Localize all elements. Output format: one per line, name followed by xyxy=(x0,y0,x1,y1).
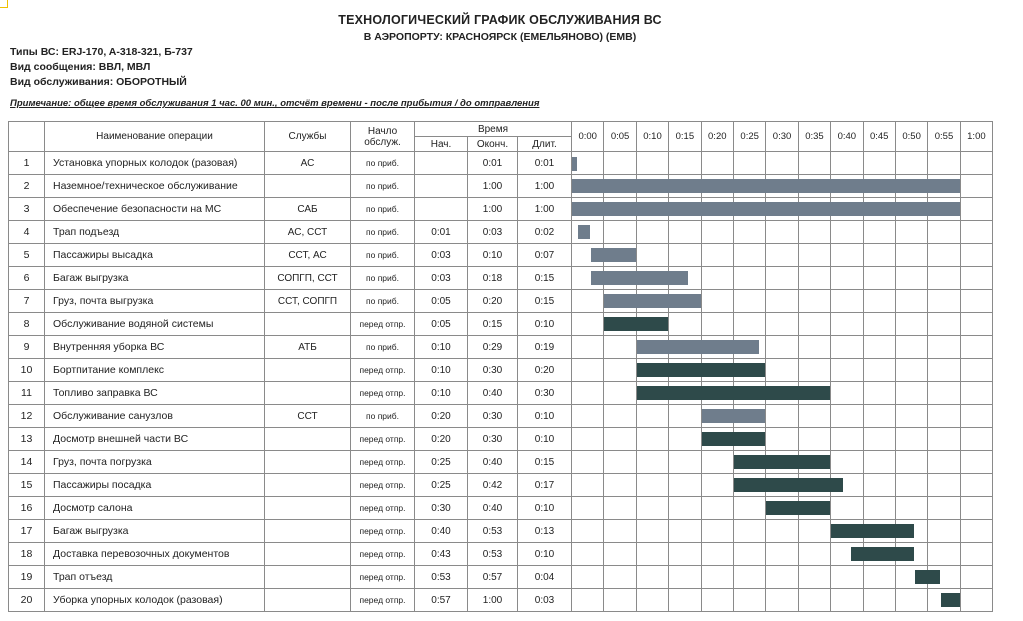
header-num xyxy=(9,122,45,152)
time-duration: 0:10 xyxy=(518,497,572,520)
service-start: по приб. xyxy=(351,405,415,428)
time-end: 0:20 xyxy=(468,290,518,313)
gantt-bar xyxy=(572,202,960,216)
time-end: 0:01 xyxy=(468,152,518,175)
gantt-bar xyxy=(604,317,668,331)
header-service-start xyxy=(351,122,415,152)
gantt-bar xyxy=(591,248,635,262)
service-start: по приб. xyxy=(351,267,415,290)
time-end: 0:30 xyxy=(468,359,518,382)
header-duration: Длит. xyxy=(518,137,572,152)
gantt-bar xyxy=(637,363,766,377)
time-end: 0:10 xyxy=(468,244,518,267)
tick-label: 0:45 xyxy=(863,122,895,152)
gantt-chart xyxy=(571,152,992,611)
time-duration: 0:15 xyxy=(518,267,572,290)
operation-name: Груз, почта выгрузка xyxy=(45,290,265,313)
service-start: по приб. xyxy=(351,175,415,198)
operation-services: СОПГП, ССТ xyxy=(265,267,351,290)
service-start: перед отпр. xyxy=(351,474,415,497)
time-duration: 0:30 xyxy=(518,382,572,405)
time-duration: 0:02 xyxy=(518,221,572,244)
operation-name: Внутренняя уборка ВС xyxy=(45,336,265,359)
operation-services: АС xyxy=(265,152,351,175)
tick-label: 0:40 xyxy=(831,122,863,152)
gantt-bar xyxy=(941,593,959,607)
gantt-bar xyxy=(734,455,830,469)
operation-services xyxy=(265,382,351,405)
row-number: 4 xyxy=(9,221,45,244)
page-subtitle: В АЭРОПОРТУ: КРАСНОЯРСК (ЕМЕЛЬЯНОВО) (ЕМВ) xyxy=(363,31,637,43)
gantt-bar xyxy=(591,271,687,285)
row-number: 10 xyxy=(9,359,45,382)
row-number: 15 xyxy=(9,474,45,497)
operation-name: Обеспечение безопасности на МС xyxy=(45,198,265,221)
operation-services: ССТ, АС xyxy=(265,244,351,267)
operation-services xyxy=(265,313,351,336)
time-begin: 0:01 xyxy=(415,221,468,244)
aircraft-types: Типы ВС: ERJ-170, A-318-321, Б-737 xyxy=(10,46,193,58)
gantt-bar xyxy=(637,386,830,400)
time-end: 0:30 xyxy=(468,405,518,428)
gantt-bar xyxy=(766,501,830,515)
time-begin: 0:03 xyxy=(415,244,468,267)
time-end: 0:30 xyxy=(468,428,518,451)
time-begin: 0:05 xyxy=(415,313,468,336)
service-type: Вид обслуживания: ОБОРОТНЫЙ xyxy=(10,76,187,88)
service-start: по приб. xyxy=(351,244,415,267)
time-duration: 0:19 xyxy=(518,336,572,359)
operation-services xyxy=(265,543,351,566)
time-duration: 0:04 xyxy=(518,566,572,589)
tick-label: 0:30 xyxy=(766,122,798,152)
time-duration: 1:00 xyxy=(518,175,572,198)
flight-type: Вид сообщения: ВВЛ, МВЛ xyxy=(10,61,151,73)
time-end: 0:18 xyxy=(468,267,518,290)
gantt-bar xyxy=(637,340,759,354)
service-start: по приб. xyxy=(351,290,415,313)
time-begin xyxy=(415,175,468,198)
operation-services: САБ xyxy=(265,198,351,221)
time-end: 0:15 xyxy=(468,313,518,336)
row-number: 8 xyxy=(9,313,45,336)
time-end: 1:00 xyxy=(468,175,518,198)
time-end: 1:00 xyxy=(468,198,518,221)
time-begin: 0:20 xyxy=(415,428,468,451)
service-start: перед отпр. xyxy=(351,520,415,543)
service-start: по приб. xyxy=(351,221,415,244)
time-begin: 0:25 xyxy=(415,474,468,497)
operation-name: Наземное/техническое обслуживание xyxy=(45,175,265,198)
corner-marker xyxy=(0,0,8,8)
operation-services xyxy=(265,359,351,382)
header-time: Время xyxy=(415,122,572,137)
gantt-bar xyxy=(734,478,843,492)
gantt-bar xyxy=(851,547,915,561)
operation-services: АТБ xyxy=(265,336,351,359)
time-end: 0:42 xyxy=(468,474,518,497)
time-duration: 0:15 xyxy=(518,451,572,474)
service-start: перед отпр. xyxy=(351,359,415,382)
service-start: по приб. xyxy=(351,152,415,175)
time-end: 0:03 xyxy=(468,221,518,244)
time-duration: 0:15 xyxy=(518,290,572,313)
operation-services: ССТ, СОПГП xyxy=(265,290,351,313)
service-start: перед отпр. xyxy=(351,543,415,566)
time-end: 0:53 xyxy=(468,543,518,566)
row-number: 6 xyxy=(9,267,45,290)
gantt-bar xyxy=(702,432,766,446)
time-duration: 0:10 xyxy=(518,543,572,566)
gantt-bar xyxy=(831,524,914,538)
operation-services xyxy=(265,175,351,198)
time-duration: 0:17 xyxy=(518,474,572,497)
header-services: Службы xyxy=(265,122,351,152)
time-duration: 0:01 xyxy=(518,152,572,175)
page-title: ТЕХНОЛОГИЧЕСКИЙ ГРАФИК ОБСЛУЖИВАНИЯ ВС xyxy=(338,13,662,27)
tick-label: 0:35 xyxy=(798,122,830,152)
header-operation-name: Наименование операции xyxy=(45,122,265,152)
operation-services xyxy=(265,474,351,497)
time-end: 0:53 xyxy=(468,520,518,543)
row-number: 13 xyxy=(9,428,45,451)
operation-services: ССТ xyxy=(265,405,351,428)
service-start: по приб. xyxy=(351,198,415,221)
tick-label: 0:00 xyxy=(572,122,604,152)
time-begin: 0:43 xyxy=(415,543,468,566)
tick-label: 0:25 xyxy=(733,122,765,152)
operation-services xyxy=(265,566,351,589)
operation-name: Багаж выгрузка xyxy=(45,267,265,290)
time-end: 0:29 xyxy=(468,336,518,359)
tick-label: 0:05 xyxy=(604,122,636,152)
operation-name: Досмотр салона xyxy=(45,497,265,520)
gantt-bar xyxy=(572,179,960,193)
header-service-start-line1: Начло xyxy=(367,125,398,137)
time-end: 0:57 xyxy=(468,566,518,589)
time-begin: 0:05 xyxy=(415,290,468,313)
time-begin: 0:30 xyxy=(415,497,468,520)
row-number: 14 xyxy=(9,451,45,474)
time-duration: 0:13 xyxy=(518,520,572,543)
operation-name: Груз, почта погрузка xyxy=(45,451,265,474)
time-begin: 0:53 xyxy=(415,566,468,589)
time-end: 0:40 xyxy=(468,497,518,520)
time-begin: 0:25 xyxy=(415,451,468,474)
tick-label: 0:50 xyxy=(895,122,927,152)
operation-name: Доставка перевозочных документов xyxy=(45,543,265,566)
gantt-bar xyxy=(915,570,940,584)
operation-services xyxy=(265,589,351,612)
time-duration: 0:10 xyxy=(518,428,572,451)
tick-label: 1:00 xyxy=(960,122,992,152)
time-duration: 0:10 xyxy=(518,313,572,336)
time-end: 1:00 xyxy=(468,589,518,612)
time-duration: 0:10 xyxy=(518,405,572,428)
service-start: перед отпр. xyxy=(351,428,415,451)
gantt-bar xyxy=(578,225,590,239)
operation-name: Топливо заправка ВС xyxy=(45,382,265,405)
row-number: 2 xyxy=(9,175,45,198)
row-number: 16 xyxy=(9,497,45,520)
tick-label: 0:15 xyxy=(669,122,701,152)
row-number: 11 xyxy=(9,382,45,405)
operation-name: Трап отъезд xyxy=(45,566,265,589)
time-begin: 0:40 xyxy=(415,520,468,543)
operation-name: Бортпитание комплекс xyxy=(45,359,265,382)
time-end: 0:40 xyxy=(468,382,518,405)
tick-label: 0:10 xyxy=(636,122,668,152)
row-number: 20 xyxy=(9,589,45,612)
row-number: 12 xyxy=(9,405,45,428)
time-begin: 0:20 xyxy=(415,405,468,428)
schedule-note: Примечание: общее время обслуживания 1 час. 00 мин., отсчёт времени - после прибытия / до отправления xyxy=(10,98,540,109)
operation-services: АС, ССТ xyxy=(265,221,351,244)
time-begin: 0:03 xyxy=(415,267,468,290)
row-number: 17 xyxy=(9,520,45,543)
service-start: перед отпр. xyxy=(351,451,415,474)
operation-name: Обслуживание санузлов xyxy=(45,405,265,428)
operation-services xyxy=(265,497,351,520)
operation-name: Досмотр внешней части ВС xyxy=(45,428,265,451)
row-number: 3 xyxy=(9,198,45,221)
header-begin: Нач. xyxy=(415,137,468,152)
row-number: 9 xyxy=(9,336,45,359)
tick-label: 0:20 xyxy=(701,122,733,152)
operation-name: Пассажиры посадка xyxy=(45,474,265,497)
gantt-bar xyxy=(604,294,700,308)
service-start: перед отпр. xyxy=(351,382,415,405)
operation-name: Установка упорных колодок (разовая) xyxy=(45,152,265,175)
time-begin: 0:10 xyxy=(415,336,468,359)
time-duration: 0:03 xyxy=(518,589,572,612)
operation-name: Уборка упорных колодок (разовая) xyxy=(45,589,265,612)
service-start: по приб. xyxy=(351,336,415,359)
row-number: 7 xyxy=(9,290,45,313)
operation-name: Трап подъезд xyxy=(45,221,265,244)
row-number: 1 xyxy=(9,152,45,175)
gantt-bar xyxy=(572,157,577,171)
service-start: перед отпр. xyxy=(351,589,415,612)
row-number: 5 xyxy=(9,244,45,267)
time-begin xyxy=(415,152,468,175)
service-start: перед отпр. xyxy=(351,313,415,336)
header-end: Оконч. xyxy=(468,137,518,152)
operation-services xyxy=(265,428,351,451)
operation-name: Пассажиры высадка xyxy=(45,244,265,267)
time-begin: 0:10 xyxy=(415,359,468,382)
row-number: 19 xyxy=(9,566,45,589)
time-duration: 0:20 xyxy=(518,359,572,382)
time-duration: 1:00 xyxy=(518,198,572,221)
gantt-bar xyxy=(702,409,766,423)
time-begin: 0:57 xyxy=(415,589,468,612)
operation-name: Обслуживание водяной системы xyxy=(45,313,265,336)
row-number: 18 xyxy=(9,543,45,566)
operation-services xyxy=(265,520,351,543)
time-duration: 0:07 xyxy=(518,244,572,267)
service-start: перед отпр. xyxy=(351,566,415,589)
operation-name: Багаж выгрузка xyxy=(45,520,265,543)
tick-label: 0:55 xyxy=(928,122,960,152)
operation-services xyxy=(265,451,351,474)
time-end: 0:40 xyxy=(468,451,518,474)
header-service-start-line2: обслуж. xyxy=(364,136,401,148)
service-start: перед отпр. xyxy=(351,497,415,520)
time-begin: 0:10 xyxy=(415,382,468,405)
time-begin xyxy=(415,198,468,221)
